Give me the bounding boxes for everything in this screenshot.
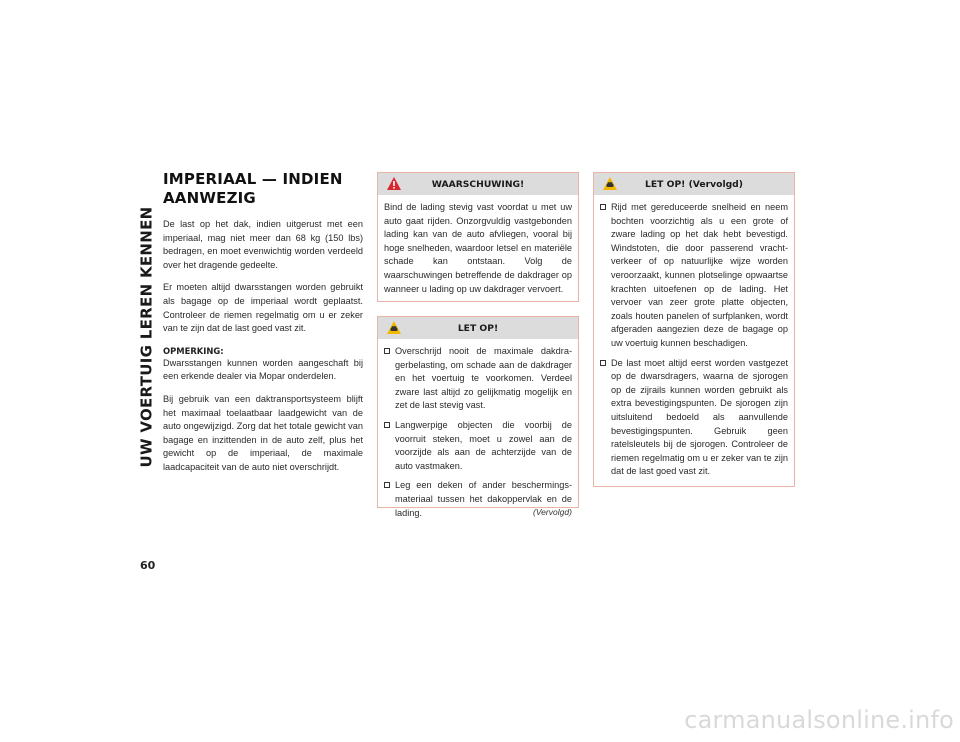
chapter-side-tab bbox=[138, 172, 156, 502]
watermark: carmanualsonline.info bbox=[684, 706, 954, 734]
paragraph-load-limit: De last op het dak, indien uitgerust met een imperiaal, mag niet meer dan 68 kg (150 lbs) bedragen, en moet evenwichtig worden verdeeld over het dragende gedeelte. bbox=[163, 219, 363, 270]
chapter-title: UW VOERTUIG LEREN KENNEN bbox=[138, 206, 156, 468]
continued-label: (Vervolgd) bbox=[533, 507, 572, 517]
caution-item: Overschrijd nooit de maximale dakdragerbelasting, om schade aan de dakdrager en het voertuig te voorkomen. Verdeel zware last altijd zo gelijkmatig mogelijk en zet de last stevig vast. bbox=[384, 345, 572, 413]
paragraph-crossbars: Er moeten altijd dwarsstangen worden gebruikt als bagage op de imperiaal wordt geplaatst. Controleer de riemen regelmatig om u er zeker van te zijn dat de last goed vast zit. bbox=[163, 282, 363, 334]
caution-item: Langwerpige objecten die voorbij de voorruit steken, moet u zowel aan de voorzijde als aan de achterzijde van de auto vastmaken. bbox=[384, 419, 572, 473]
page-number: 60 bbox=[140, 559, 156, 572]
caution-continued-header bbox=[594, 173, 794, 195]
warning-triangle-icon bbox=[386, 176, 402, 191]
caution-item: Leg een deken of ander beschermingsmateriaal tussen het dakoppervlak en de lading. bbox=[384, 479, 572, 520]
warning-header bbox=[378, 173, 578, 195]
note-text: Dwarsstangen kunnen worden aangeschaft bij een erkende dealer via Mopar onderdelen. bbox=[163, 357, 363, 382]
caution-continued-label: LET OP! (Vervolgd) bbox=[645, 178, 743, 190]
warning-label: WAARSCHUWING! bbox=[431, 178, 525, 190]
caution-label: LET OP! bbox=[457, 322, 499, 334]
caution-continued-box bbox=[593, 172, 795, 487]
warning-box bbox=[377, 172, 579, 302]
section-roof-rack bbox=[163, 170, 363, 484]
caution-car-icon bbox=[386, 320, 402, 335]
caution-continued-item: De last moet altijd eerst worden vastgezet op de dwarsdragers, waarna de sjorogen op de zijrails kunnen worden gebruikt als extra bevestigingspunten. De sjorogen zijn uitsluitend bedoeld als aanvullende bevestigingspunten. Gebruik geen ratelsleutels bij de sjorogen. Controleer de riemen regelmatig om u er zeker van te zijn dat de last goed vast zit. bbox=[600, 357, 788, 479]
warning-text: Bind de lading stevig vast voordat u met uw auto gaat rijden. Onzorgvuldig vastgebonden lading kan van de auto afvliegen, vooral bij hoge snelheden, waardoor letsel en materiële schade kan ontstaan. Volg de waarschuwingen betreffende de dakdrager op wanneer u lading op uw dakdrager vervoert. bbox=[384, 202, 572, 294]
caution-car-icon bbox=[602, 176, 618, 191]
note-label: OPMERKING: bbox=[163, 345, 224, 356]
paragraph-load-capacity: Bij gebruik van een daktransportsysteem blijft het maximaal toelaatbaar laadgewicht van de auto ongewijzigd. Zorg dat het totale gewicht van bagage en inzittenden in de auto zelf, plus het gewicht op de imperiaal, de maximale laadcapaciteit van de auto niet overschrijdt. bbox=[163, 393, 363, 472]
caution-header bbox=[378, 317, 578, 339]
section-title: IMPERIAAL — INDIEN AANWEZIG bbox=[163, 170, 343, 207]
caution-continued-item: Rijd met gereduceerde snelheid en neem bochten voorzichtig als u een grote of zware lading op het dak hebt bevestigd. Windstoten, die door passerend vrachtverkeer of op natuurlijke wijze worden veroorzaakt, kunnen plotselinge opwaartse krachten uitoefenen op de lading. Het vervoer van zeer grote platte objecten, zoals houten panelen of surfplanken, wordt afgeraden aangezien deze de bagage op uw voertuig kunnen beschadigen. bbox=[600, 201, 788, 351]
